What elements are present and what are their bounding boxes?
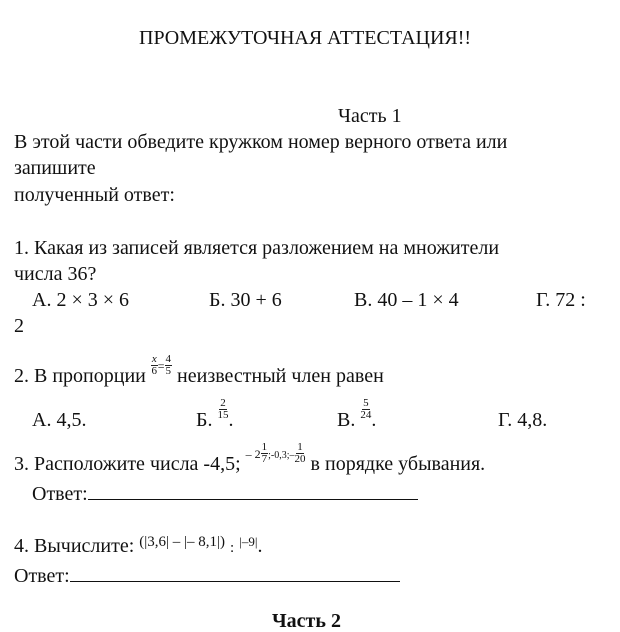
q2-after: неизвестный член равен (177, 365, 384, 387)
instructions-line: полученный ответ: (14, 184, 175, 206)
q1-option-a: А. 2 × 3 × 6 (32, 289, 130, 311)
q2-option-a: А. 4,5. (32, 409, 87, 431)
q2-option-c: В. $\frac{5}{24}$ . (337, 396, 377, 431)
expression: (|3,6| – |– 8,1|) (139, 534, 226, 550)
question-1-text: 1. Какая из записей является разложением на множители (14, 237, 500, 259)
instructions-line: В этой части обведите кружком номер верного ответа или (14, 131, 508, 153)
q2-before: 2. В пропорции (14, 365, 146, 387)
q1-option-c: В. 40 – 1 × 4 (354, 289, 459, 311)
answer-line[interactable] (88, 481, 418, 500)
question-2-text (14, 352, 384, 389)
equals: = (157, 359, 165, 373)
question-3-text: 3. Расположите числа -4,5; $^{- 2}$ $\frac{1}{7}$ $^{;-0,3;-}$ $\frac{1}{20}$ в порядке убывания. (14, 440, 486, 475)
fraction-4-5: $\frac{4}{5}$ (165, 352, 172, 377)
answer-line[interactable] (70, 563, 400, 582)
fraction-x-6: $\frac{x}{6}$ (151, 352, 158, 377)
q2-option-d: Г. 4,8. (498, 409, 548, 431)
question-1-text: числа 36? (14, 263, 97, 285)
q1-option-d-wrap: 2 (14, 315, 24, 337)
q4-answer: Ответ: (14, 563, 400, 587)
q1-option-b: Б. 30 + 6 (209, 289, 282, 311)
part-2-heading: Часть 2 (272, 610, 341, 632)
q2-option-b: Б. $\frac{2}{15}$ . (196, 396, 234, 431)
instructions-line: запишите (14, 157, 96, 179)
q3-answer: Ответ: (32, 481, 418, 505)
question-4-text: 4. Вычислите: $^{(|3,6| - |- 8,1|)}$ : $^{|-9|}$. (14, 534, 263, 557)
page-title: ПРОМЕЖУТОЧНАЯ АТТЕСТАЦИЯ!! (139, 27, 472, 49)
part-1-heading: Часть 1 (338, 105, 402, 127)
q1-option-d: Г. 72 : (536, 289, 586, 311)
